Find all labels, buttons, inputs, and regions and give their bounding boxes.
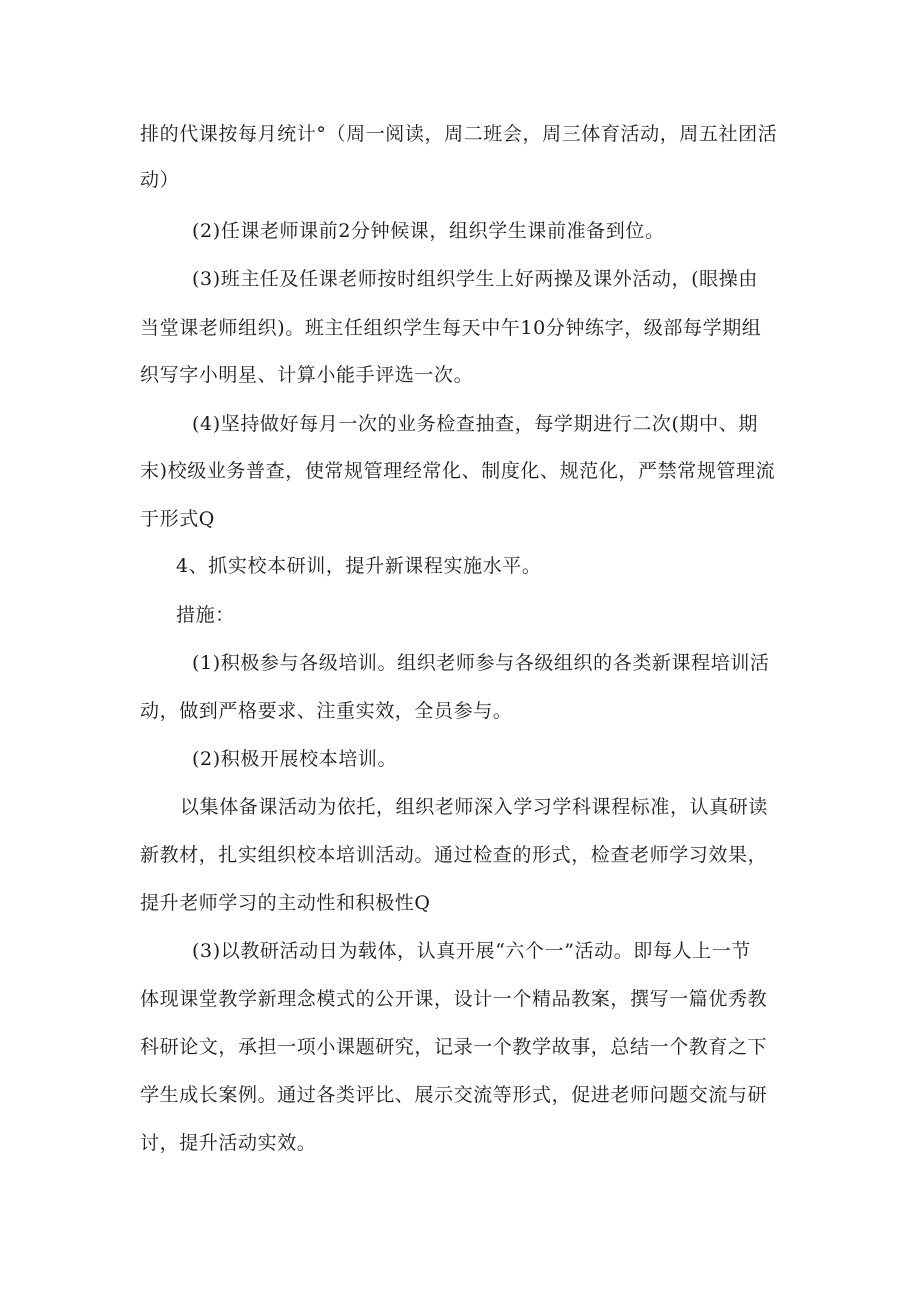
text-line: (2)任课老师课前2分钟候课，组织学生课前准备到位。 (192, 220, 665, 242)
text-line: 动） (140, 169, 180, 191)
text-line: 以集体备课活动为依托，组织老师深入学习学科课程标准，认真研读 (180, 796, 769, 818)
text-line: 末)校级业务普查，使常规管理经常化、制度化、规范化，严禁常规管理流 (140, 460, 776, 482)
text-line: 动，做到严格要求、注重实效，全员参与。 (140, 700, 513, 722)
text-line: 学生成长案例。通过各类评比、展示交流等形式，促进老师问题交流与研 (140, 1084, 768, 1106)
text-line: 讨，提升活动实效。 (140, 1132, 317, 1154)
text-line: 新教材，扎实组织校本培训活动。通过检查的形式，检查老师学习效果， (140, 844, 768, 866)
text-line: (1)积极参与各级培训。组织老师参与各级组织的各类新课程培训活 (192, 652, 770, 674)
text-line: 措施： (176, 604, 235, 626)
text-line: (4)坚持做好每月一次的业务检查抽查，每学期进行二次(期中、期 (192, 413, 758, 435)
text-line: 排的代课按每月统计°（周一阅读，周二班会，周三体育活动，周五社团活 (140, 123, 778, 145)
text-line: 当堂课老师组织)。班主任组织学生每天中午10分钟练字，级部每学期组 (140, 317, 762, 339)
text-line: 织写字小明星、计算小能手评选一次。 (140, 364, 474, 386)
section-heading: 4、抓实校本研训，提升新课程实施水平。 (176, 555, 542, 577)
text-line: (2)积极开展校本培训。 (192, 748, 398, 770)
text-line: (3)以教研活动日为载体，认真开展“六个一”活动。即每人上一节 (192, 940, 751, 962)
text-line: 科研论文，承担一项小课题研究，记录一个教学故事，总结一个教育之下 (140, 1036, 768, 1058)
text-line: 于形式Q (140, 508, 215, 530)
text-line: (3)班主任及任课老师按时组织学生上好两操及课外活动，(眼操由 (192, 268, 758, 290)
text-line: 体现课堂教学新理念模式的公开课，设计一个精品教案，撰写一篇优秀教 (140, 988, 768, 1010)
text-line: 提升老师学习的主动性和积极性Q (140, 892, 431, 914)
